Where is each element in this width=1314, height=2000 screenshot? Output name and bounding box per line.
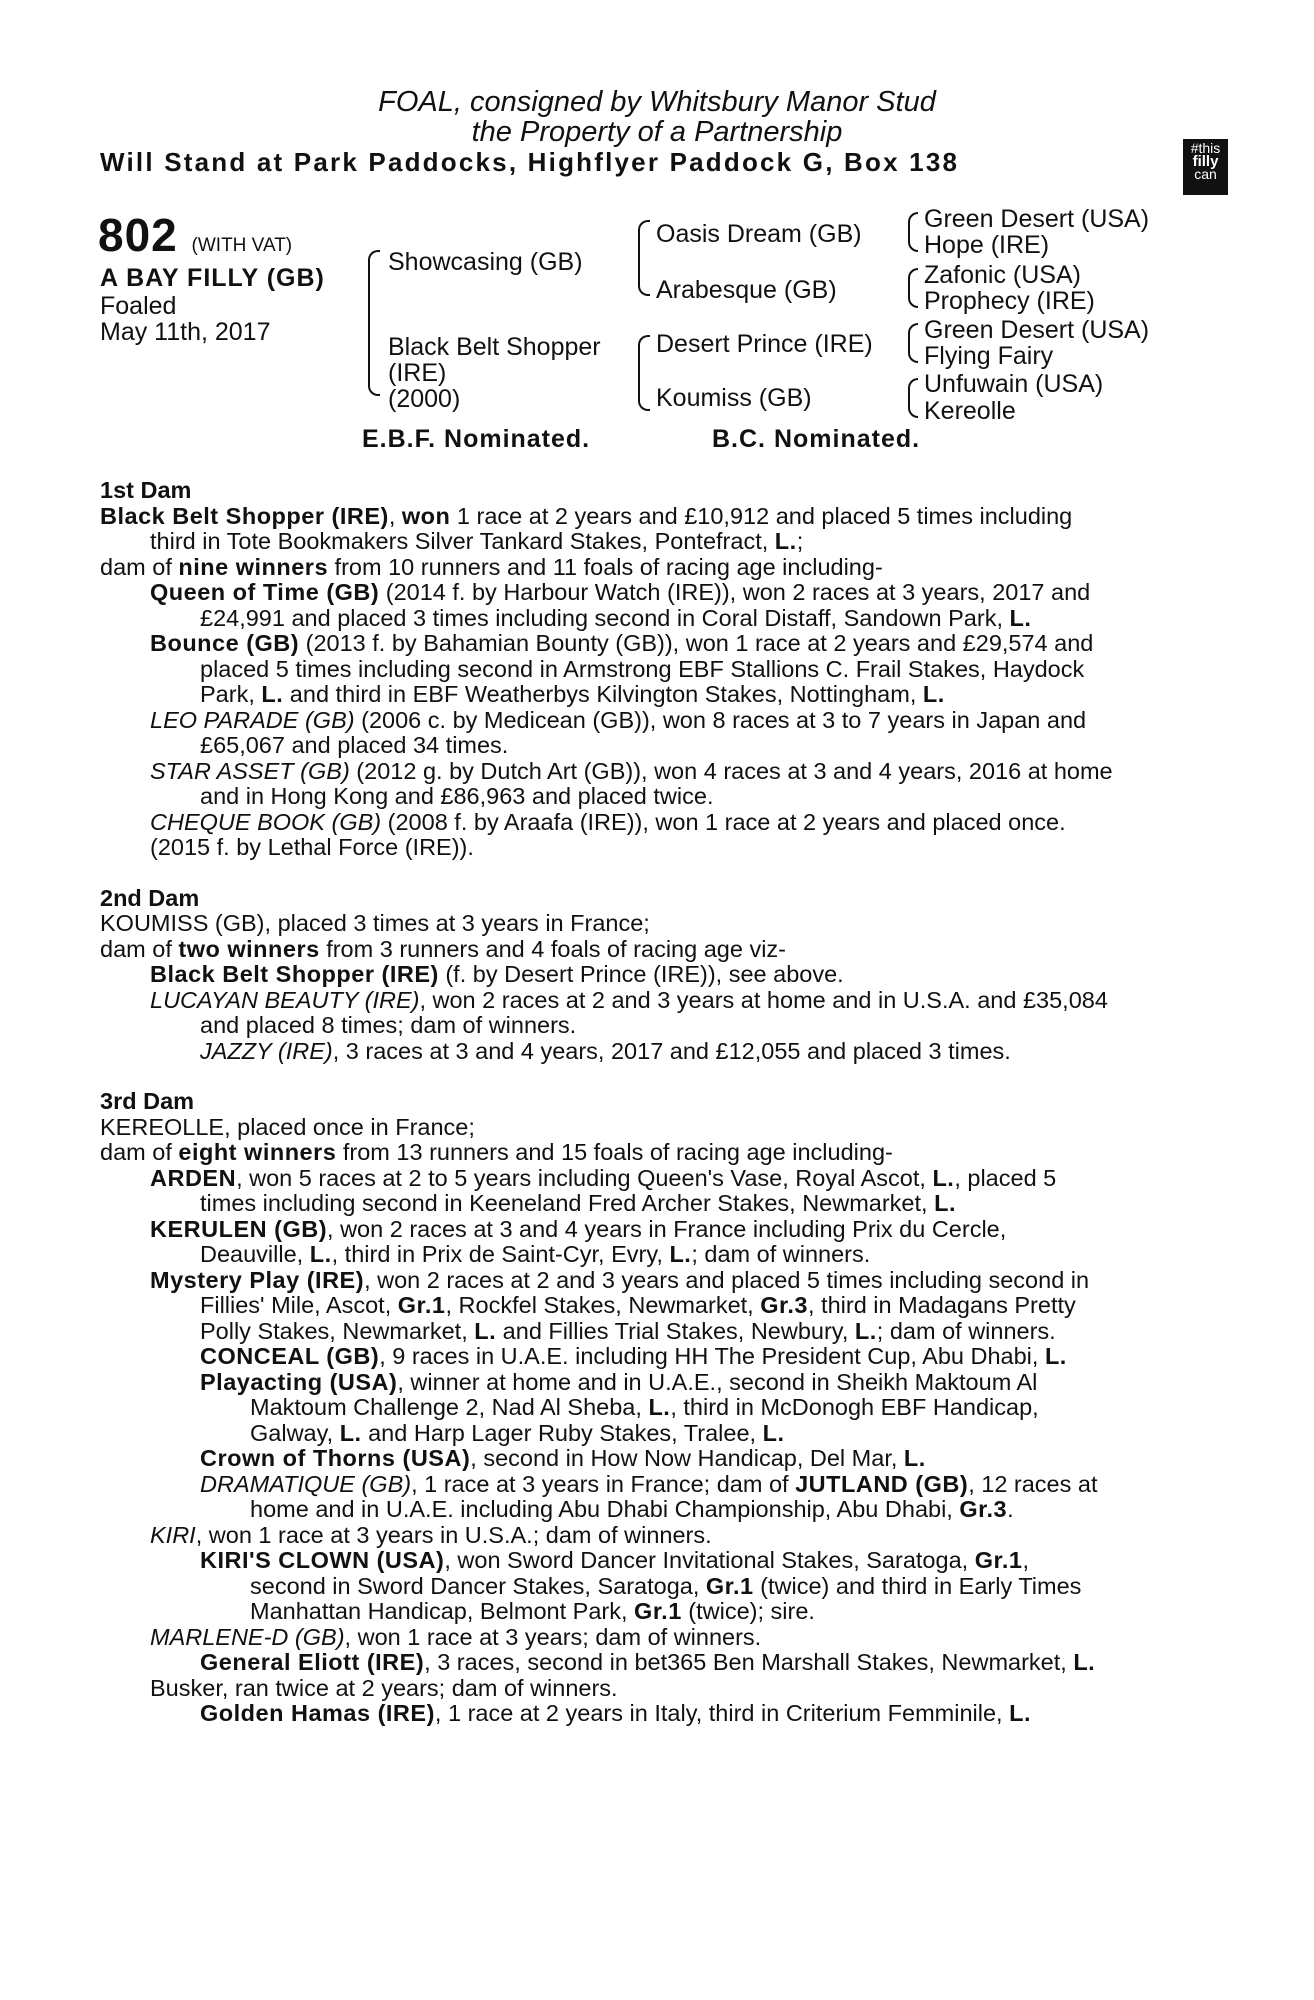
progeny-line: General Eliott (IRE), 3 races, second in bet365 Ben Marshall Stakes, Newmarket, L. bbox=[200, 1649, 1096, 1675]
pedigree-brace-sire bbox=[638, 220, 650, 296]
property-line: the Property of a Partnership bbox=[471, 116, 843, 148]
progeny-line: Bounce (GB) (2013 f. by Bahamian Bounty (GB)), won 1 race at 2 years and £29,574 and bbox=[150, 630, 1094, 656]
third-dam-line: KEREOLLE, placed once in France; bbox=[100, 1113, 475, 1140]
dam-country: (IRE) bbox=[388, 359, 447, 387]
progeny-line: second in Sword Dancer Stakes, Saratoga, Gr.1 (twice) and third in Early Times bbox=[250, 1572, 1082, 1599]
progeny-line: MARLENE-D (GB), won 1 race at 3 years; dam of winners. bbox=[150, 1623, 762, 1650]
progeny-line: £24,991 and placed 3 times including second in Coral Distaff, Sandown Park, L. bbox=[200, 604, 1032, 631]
sire: Showcasing (GB) bbox=[388, 248, 583, 276]
ebf-nominated: E.B.F. Nominated. bbox=[362, 425, 591, 453]
foaled-label: Foaled bbox=[100, 292, 177, 320]
pedigree-brace-main bbox=[368, 250, 380, 396]
sd-dam: Prophecy (IRE) bbox=[924, 287, 1095, 315]
progeny-line: Polly Stakes, Newmarket, L. and Fillies Trial Stakes, Newbury, L.; dam of winners. bbox=[200, 1317, 1056, 1344]
progeny-line: Deauville, L., third in Prix de Saint-Cyr, Evry, L.; dam of winners. bbox=[200, 1241, 871, 1267]
ds-sire: Green Desert (USA) bbox=[924, 316, 1150, 344]
horse-name: A BAY FILLY (GB) bbox=[100, 264, 325, 292]
progeny-line: Manhattan Handicap, Belmont Park, Gr.1 (twice); sire. bbox=[250, 1598, 815, 1624]
progeny-line: Golden Hamas (IRE), 1 race at 2 years in Italy, third in Criterium Femminile, L. bbox=[200, 1700, 1031, 1726]
progeny-line: placed 5 times including second in Armstrong EBF Stallions C. Frail Stakes, Haydock bbox=[200, 655, 1085, 682]
catalogue-body bbox=[100, 478, 1210, 1727]
second-dam-line: dam of two winners from 3 runners and 4 foals of racing age viz- bbox=[100, 935, 786, 962]
pedigree-brace-dam bbox=[638, 335, 650, 411]
progeny-line: times including second in Keeneland Fred Archer Stakes, Newmarket, L. bbox=[200, 1190, 956, 1216]
dam-sire: Desert Prince (IRE) bbox=[656, 330, 873, 358]
second-dam-heading: 2nd Dam bbox=[100, 884, 200, 911]
first-dam-line: dam of nine winners from 10 runners and 11 foals of racing age including- bbox=[100, 553, 883, 580]
first-dam-heading: 1st Dam bbox=[100, 477, 192, 503]
progeny-line: Queen of Time (GB) (2014 f. by Harbour Watch (IRE)), won 2 races at 3 years, 2017 and bbox=[150, 579, 1091, 605]
third-dam-heading: 3rd Dam bbox=[100, 1088, 195, 1114]
progeny-line: ARDEN, won 5 races at 2 to 5 years including Queen's Vase, Royal Ascot, L., placed 5 bbox=[150, 1164, 1057, 1191]
dam-year: (2000) bbox=[388, 385, 461, 413]
progeny-line: LUCAYAN BEAUTY (IRE), won 2 races at 2 and 3 years at home and in U.S.A. and £35,084 bbox=[150, 986, 1108, 1013]
progeny-line: CONCEAL (GB), 9 races in U.A.E. including HH The President Cup, Abu Dhabi, L. bbox=[200, 1343, 1067, 1369]
sd-sire: Zafonic (USA) bbox=[924, 261, 1081, 289]
progeny-line: JAZZY (IRE), 3 races at 3 and 4 years, 2017 and £12,055 and placed 3 times. bbox=[200, 1037, 1011, 1064]
dd-dam: Kereolle bbox=[924, 397, 1016, 425]
lot-number: 802 (WITH VAT) bbox=[98, 209, 293, 261]
second-dam-line: KOUMISS (GB), placed 3 times at 3 years in France; bbox=[100, 910, 650, 936]
brace-g1 bbox=[908, 212, 918, 252]
vat-note: (WITH VAT) bbox=[191, 235, 293, 256]
sire-dam: Arabesque (GB) bbox=[656, 276, 837, 304]
brace-g3 bbox=[908, 323, 918, 363]
progeny-line: DRAMATIQUE (GB), 1 race at 3 years in France; dam of JUTLAND (GB), 12 races at bbox=[200, 1470, 1098, 1497]
brace-g4 bbox=[908, 378, 918, 418]
progeny-line: Park, L. and third in EBF Weatherbys Kilvington Stakes, Nottingham, L. bbox=[200, 681, 945, 707]
progeny-line: LEO PARADE (GB) (2006 c. by Medicean (GB)), won 8 races at 3 to 7 years in Japan and bbox=[150, 706, 1087, 733]
first-dam-line: Black Belt Shopper (IRE), won 1 race at 2 years and £10,912 and placed 5 times including bbox=[100, 502, 1073, 529]
foaled-date: May 11th, 2017 bbox=[100, 318, 271, 346]
progeny-line: home and in U.A.E. including Abu Dhabi Championship, Abu Dhabi, Gr.3. bbox=[250, 1496, 1014, 1522]
progeny-line: and placed 8 times; dam of winners. bbox=[200, 1012, 577, 1038]
first-dam-line: third in Tote Bookmakers Silver Tankard Stakes, Pontefract, L.; bbox=[150, 528, 804, 554]
stand-location: Will Stand at Park Paddocks, Highflyer Paddock G, Box 138 bbox=[100, 147, 960, 177]
dam-dam: Koumiss (GB) bbox=[656, 384, 812, 412]
progeny-line: Mystery Play (IRE), won 2 races at 2 and 3 years and placed 5 times including second in bbox=[150, 1266, 1090, 1293]
dd-sire: Unfuwain (USA) bbox=[924, 370, 1104, 398]
progeny-line: Fillies' Mile, Ascot, Gr.1, Rockfel Stakes, Newmarket, Gr.3, third in Madagans Pretty bbox=[200, 1292, 1076, 1318]
progeny-line: Crown of Thorns (USA), second in How Now Handicap, Del Mar, L. bbox=[200, 1445, 926, 1471]
progeny-line: KIRI'S CLOWN (USA), won Sword Dancer Invitational Stakes, Saratoga, Gr.1, bbox=[200, 1547, 1029, 1573]
progeny-line: Black Belt Shopper (IRE) (f. by Desert Prince (IRE)), see above. bbox=[150, 961, 844, 987]
progeny-line: Galway, L. and Harp Lager Ruby Stakes, Tralee, L. bbox=[250, 1419, 785, 1446]
progeny-line: KERULEN (GB), won 2 races at 3 and 4 years in France including Prix du Cercle, bbox=[150, 1215, 1007, 1242]
consignor-line: FOAL, consigned by Whitsbury Manor Stud bbox=[378, 86, 936, 118]
dam-name: Black Belt Shopper bbox=[388, 333, 601, 361]
progeny-line: £65,067 and placed 34 times. bbox=[200, 732, 509, 758]
ds-dam: Flying Fairy bbox=[924, 342, 1054, 370]
third-dam-line: dam of eight winners from 13 runners and 15 foals of racing age including- bbox=[100, 1139, 893, 1165]
this-filly-can-logo: #this filly can bbox=[1183, 139, 1228, 195]
progeny-line: STAR ASSET (GB) (2012 g. by Dutch Art (GB)), won 4 races at 3 and 4 years, 2016 at home bbox=[150, 757, 1113, 784]
ss-sire: Green Desert (USA) bbox=[924, 205, 1150, 233]
progeny-line: Playacting (USA), winner at home and in U.A.E., second in Sheikh Maktoum Al bbox=[200, 1368, 1038, 1395]
progeny-line: Maktoum Challenge 2, Nad Al Sheba, L., third in McDonogh EBF Handicap, bbox=[250, 1394, 1039, 1420]
progeny-line: Busker, ran twice at 2 years; dam of winners. bbox=[150, 1674, 618, 1701]
progeny-line: CHEQUE BOOK (GB) (2008 f. by Araafa (IRE)), won 1 race at 2 years and placed once. bbox=[150, 808, 1066, 835]
progeny-line: (2015 f. by Lethal Force (IRE)). bbox=[150, 834, 474, 860]
sire-sire: Oasis Dream (GB) bbox=[656, 220, 862, 248]
brace-g2 bbox=[908, 268, 918, 308]
ss-dam: Hope (IRE) bbox=[924, 231, 1050, 259]
bc-nominated: B.C. Nominated. bbox=[712, 425, 921, 453]
progeny-line: KIRI, won 1 race at 3 years in U.S.A.; dam of winners. bbox=[150, 1521, 712, 1548]
progeny-line: and in Hong Kong and £86,963 and placed twice. bbox=[200, 783, 714, 809]
